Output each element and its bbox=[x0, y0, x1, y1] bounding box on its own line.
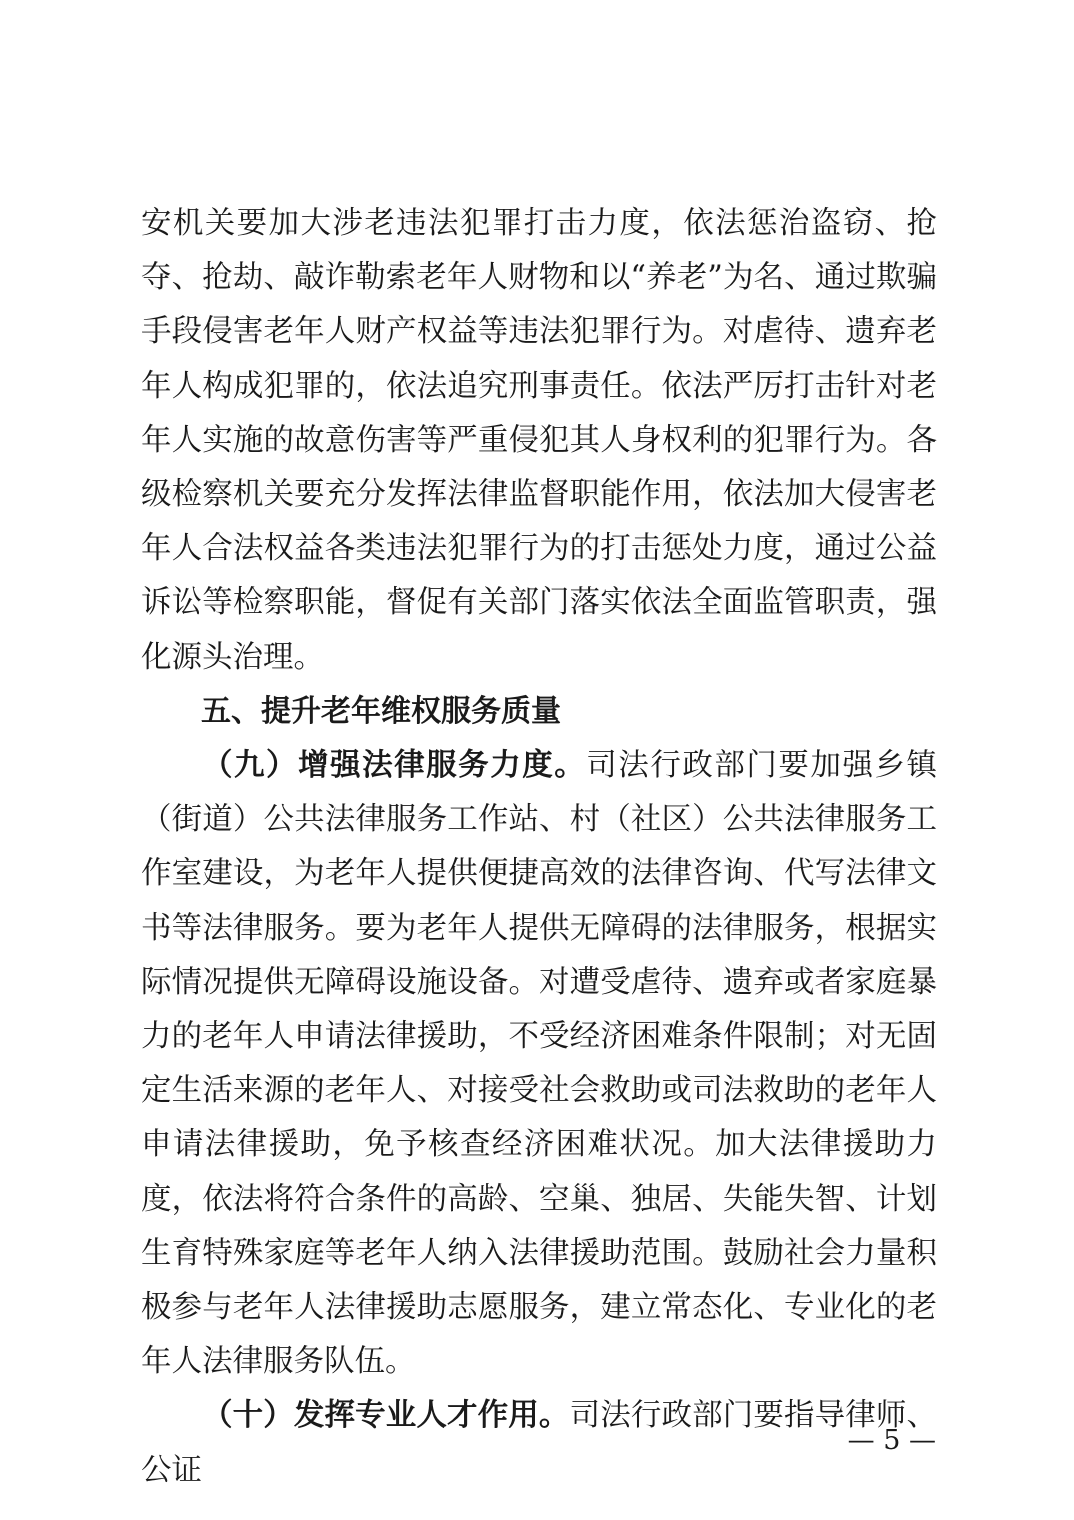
paragraph-item-10 bbox=[141, 1389, 937, 1497]
paragraph-item-9 bbox=[141, 739, 937, 1389]
section-heading: 五、提升老年维权服务质量 bbox=[201, 693, 561, 729]
item-9-lead: （九）增强法律服务力度。 bbox=[202, 748, 587, 784]
item-9-body: 司法行政部门要加强乡镇（街道）公共法律服务工作站、村（社区）公共法律服务工作室建设，为老年人提供便捷高效的法律咨询、代写法律文书等法律服务。要为老年人提供无障碍的法律服务，根据实际情况提供无障碍设施设备。对遭受虐待、遗弃或者家庭暴力的老年人申请法律援助，不受经济困难条件限制；对无固定生活来源的老年人、对接受社会救助或司法救助的老年人申请法律援助，免予核查经济困难状况。加大法律援助力度，依法将符合条件的高龄、空巢、独居、失能失智、计划生育特殊家庭等老年人纳入法律援助范围。鼓励社会力量积极参与老年人法律援助志愿服务，建立常态化、专业化的老年人法律服务队伍。 bbox=[141, 748, 938, 1380]
page-number: — 5 — bbox=[847, 1425, 936, 1456]
item-10-body: 司法行政部门要指导律师、公证 bbox=[141, 1398, 938, 1488]
paragraph-continued: 安机关要加大涉老违法犯罪打击力度，依法惩治盗窃、抢夺、抢劫、敲诈勒索老年人财物和以“养老”为名、通过欺骗手段侵害老年人财产权益等违法犯罪行为。对虐待、遗弃老年人构成犯罪的，依法追究刑事责任。依法严厉打击针对老年人实施的故意伤害等严重侵犯其人身权利的犯罪行为。各级检察机关要充分发挥法律监督职能作用，依法加大侵害老年人合法权益各类违法犯罪行为的打击惩处力度，通过公益诉讼等检察职能，督促有关部门落实依法全面监管职责，强化源头治理。 bbox=[141, 206, 937, 675]
item-10-lead: （十）发挥专业人才作用。 bbox=[202, 1398, 570, 1434]
document-body bbox=[141, 197, 937, 1498]
